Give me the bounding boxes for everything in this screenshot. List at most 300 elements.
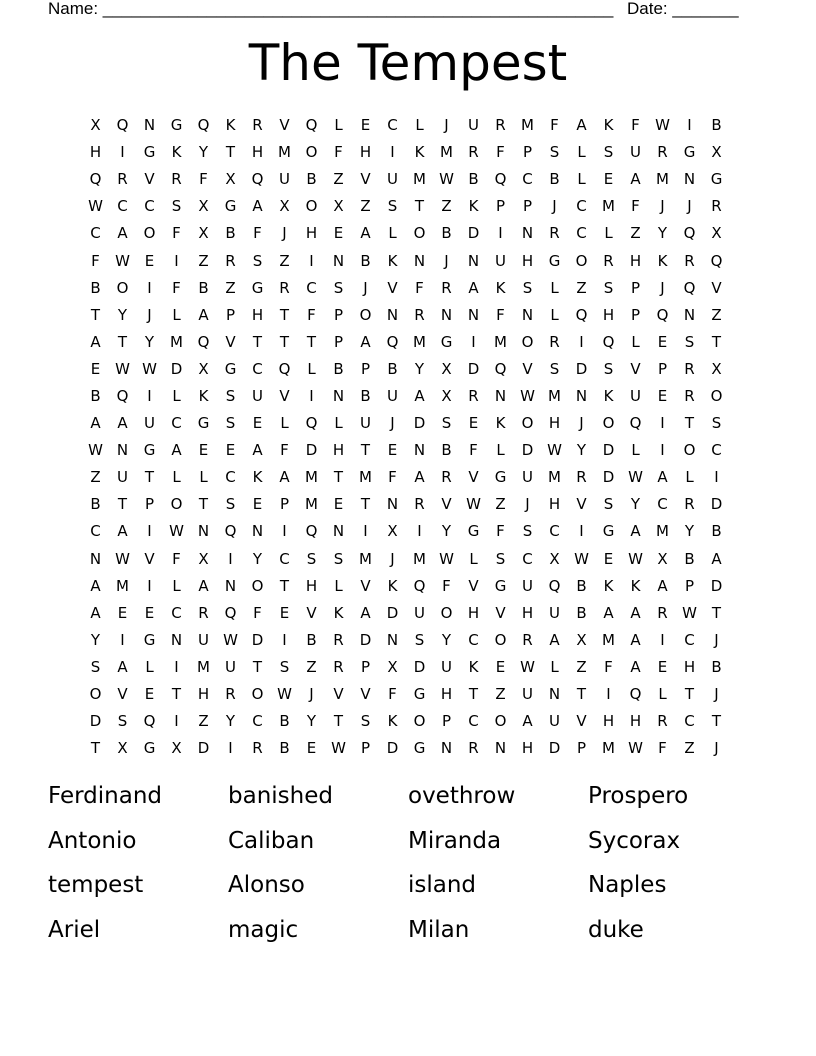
grid-letter: U: [630, 143, 641, 162]
grid-letter: G: [143, 630, 156, 649]
grid-row: [82, 600, 730, 627]
grid-letter: U: [549, 712, 560, 731]
grid-letter: V: [495, 603, 506, 622]
grid-letter: T: [117, 495, 128, 514]
grid-letter: H: [332, 441, 345, 460]
grid-letter: L: [388, 224, 397, 243]
grid-letter: J: [687, 197, 692, 216]
grid-letter: G: [143, 739, 156, 758]
grid-letter: O: [413, 224, 426, 243]
grid-row: [82, 437, 730, 464]
grid-letter: N: [683, 170, 696, 189]
grid-letter: L: [280, 414, 289, 433]
grid-letter: T: [711, 332, 722, 351]
grid-letter: E: [279, 603, 290, 622]
grid-letter: R: [333, 657, 344, 676]
grid-letter: K: [603, 116, 614, 135]
grid-letter: L: [496, 441, 505, 460]
grid-letter: L: [577, 170, 586, 189]
grid-letter: C: [711, 441, 722, 460]
grid-letter: Q: [656, 305, 669, 324]
grid-letter: Y: [198, 143, 209, 162]
grid-letter: Z: [225, 278, 236, 297]
grid-letter: R: [684, 251, 695, 270]
grid-letter: D: [413, 414, 426, 433]
grid-letter: N: [332, 251, 345, 270]
grid-letter: T: [684, 685, 695, 704]
grid-letter: Y: [225, 712, 236, 731]
grid-letter: W: [331, 739, 346, 758]
grid-letter: C: [684, 712, 695, 731]
grid-letter: Q: [683, 278, 696, 297]
grid-letter: J: [282, 224, 287, 243]
grid-letter: G: [224, 359, 237, 378]
grid-letter: A: [630, 603, 641, 622]
grid-letter: M: [602, 197, 615, 216]
grid-letter: S: [711, 414, 722, 433]
grid-letter: K: [387, 712, 398, 731]
grid-letter: H: [197, 685, 210, 704]
grid-letter: S: [360, 712, 371, 731]
grid-letter: J: [444, 116, 449, 135]
grid-letter: R: [252, 739, 263, 758]
grid-letter: G: [170, 116, 183, 135]
grid-letter: U: [117, 468, 128, 487]
grid-letter: W: [574, 549, 589, 568]
grid-row: [82, 491, 730, 518]
grid-letter: E: [657, 332, 668, 351]
grid-letter: Y: [657, 224, 668, 243]
grid-letter: M: [656, 522, 669, 541]
grid-letter: P: [360, 657, 371, 676]
grid-letter: Q: [305, 414, 318, 433]
grid-letter: A: [414, 386, 425, 405]
grid-letter: A: [90, 414, 101, 433]
grid-letter: F: [604, 657, 613, 676]
grid-letter: P: [630, 305, 641, 324]
grid-letter: G: [413, 685, 426, 704]
grid-letter: T: [306, 332, 317, 351]
grid-letter: T: [360, 495, 371, 514]
grid-letter: G: [548, 251, 561, 270]
grid-letter: B: [441, 441, 452, 460]
grid-letter: B: [711, 116, 722, 135]
grid-letter: F: [172, 549, 181, 568]
grid-letter: C: [549, 522, 560, 541]
grid-letter: Z: [495, 685, 506, 704]
grid-letter: N: [494, 739, 507, 758]
grid-letter: O: [251, 576, 264, 595]
grid-row: [82, 356, 730, 383]
grid-letter: I: [228, 549, 233, 568]
grid-letter: D: [548, 739, 561, 758]
grid-letter: K: [468, 197, 479, 216]
grid-letter: V: [306, 603, 317, 622]
grid-letter: X: [711, 359, 722, 378]
grid-letter: Y: [117, 305, 128, 324]
grid-letter: S: [306, 549, 317, 568]
grid-letter: Z: [198, 712, 209, 731]
grid-letter: Z: [279, 251, 290, 270]
grid-letter: W: [628, 468, 643, 487]
grid-letter: B: [387, 359, 398, 378]
grid-letter: P: [333, 305, 344, 324]
grid-letter: H: [602, 712, 615, 731]
grid-letter: D: [467, 359, 480, 378]
grid-letter: H: [521, 739, 534, 758]
grid-letter: L: [604, 224, 613, 243]
grid-letter: T: [360, 441, 371, 460]
grid-letter: G: [143, 143, 156, 162]
grid-letter: A: [522, 712, 533, 731]
grid-letter: M: [359, 549, 372, 568]
grid-letter: S: [549, 143, 560, 162]
grid-letter: O: [575, 251, 588, 270]
grid-letter: Z: [90, 468, 101, 487]
grid-letter: U: [360, 414, 371, 433]
grid-letter: K: [630, 576, 641, 595]
name-line: Name: ______________________________________________________: [48, 0, 614, 18]
grid-letter: B: [90, 386, 101, 405]
grid-letter: T: [711, 712, 722, 731]
grid-letter: C: [657, 495, 668, 514]
grid-letter: Q: [143, 712, 156, 731]
grid-letter: A: [117, 657, 128, 676]
grid-letter: J: [714, 685, 719, 704]
grid-letter: Z: [441, 197, 452, 216]
word-list-item: Prospero: [588, 783, 689, 809]
grid-letter: K: [495, 414, 506, 433]
grid-letter: K: [387, 576, 398, 595]
grid-letter: R: [468, 739, 479, 758]
grid-letter: A: [657, 576, 668, 595]
grid-letter: P: [684, 576, 695, 595]
grid-letter: A: [630, 657, 641, 676]
word-list-item: Ariel: [48, 916, 101, 943]
grid-letter: B: [279, 712, 290, 731]
grid-letter: N: [440, 739, 453, 758]
grid-letter: N: [494, 386, 507, 405]
grid-letter: F: [91, 251, 100, 270]
grid-letter: E: [198, 441, 209, 460]
grid-letter: R: [657, 712, 668, 731]
grid-letter: O: [602, 414, 615, 433]
word-list: [48, 778, 768, 956]
grid-letter: I: [687, 116, 692, 135]
grid-letter: F: [199, 170, 208, 189]
grid-letter: X: [198, 359, 209, 378]
grid-letter: Z: [495, 495, 506, 514]
grid-letter: Z: [576, 657, 587, 676]
grid-letter: J: [147, 305, 152, 324]
grid-letter: J: [525, 495, 530, 514]
grid-letter: I: [417, 522, 422, 541]
grid-letter: C: [252, 359, 263, 378]
grid-letter: R: [549, 224, 560, 243]
grid-letter: Q: [305, 522, 318, 541]
grid-letter: R: [495, 116, 506, 135]
word-list-item: ovethrow: [408, 783, 516, 809]
grid-letter: C: [252, 712, 263, 731]
grid-letter: U: [198, 630, 209, 649]
grid-row: [82, 302, 730, 329]
grid-letter: Y: [441, 522, 452, 541]
page-title: The Tempest: [248, 34, 568, 92]
grid-letter: Y: [414, 359, 425, 378]
grid-letter: E: [603, 170, 614, 189]
grid-letter: F: [307, 305, 316, 324]
grid-letter: S: [414, 630, 425, 649]
grid-row: [82, 654, 730, 681]
grid-letter: P: [360, 359, 371, 378]
grid-letter: V: [144, 549, 155, 568]
grid-letter: V: [576, 495, 587, 514]
grid-letter: I: [174, 712, 179, 731]
grid-letter: T: [279, 305, 290, 324]
grid-letter: O: [494, 712, 507, 731]
grid-letter: B: [576, 576, 587, 595]
grid-letter: O: [494, 630, 507, 649]
grid-letter: T: [171, 685, 182, 704]
grid-letter: U: [279, 170, 290, 189]
grid-letter: N: [170, 630, 183, 649]
grid-letter: D: [521, 441, 534, 460]
grid-letter: R: [279, 278, 290, 297]
grid-letter: F: [388, 685, 397, 704]
grid-letter: X: [441, 386, 452, 405]
grid-letter: S: [684, 332, 695, 351]
grid-letter: I: [498, 224, 503, 243]
grid-letter: I: [309, 251, 314, 270]
grid-letter: U: [387, 170, 398, 189]
grid-letter: J: [552, 197, 557, 216]
grid-letter: J: [363, 278, 368, 297]
grid-letter: G: [251, 278, 264, 297]
grid-letter: D: [359, 630, 372, 649]
grid-letter: Y: [306, 712, 317, 731]
grid-letter: A: [90, 332, 101, 351]
grid-letter: C: [576, 197, 587, 216]
grid-letter: B: [333, 359, 344, 378]
grid-letter: C: [279, 549, 290, 568]
grid-letter: A: [630, 522, 641, 541]
grid-letter: G: [494, 468, 507, 487]
grid-letter: R: [198, 603, 209, 622]
grid-letter: T: [225, 143, 236, 162]
grid-letter: X: [657, 549, 668, 568]
word-list-item: banished: [228, 783, 333, 809]
grid-letter: T: [576, 685, 587, 704]
grid-letter: W: [115, 251, 130, 270]
grid-row: [82, 166, 730, 193]
grid-letter: G: [413, 739, 426, 758]
grid-letter: L: [631, 441, 640, 460]
grid-letter: R: [414, 495, 425, 514]
grid-letter: U: [522, 685, 533, 704]
grid-letter: S: [333, 549, 344, 568]
grid-letter: G: [197, 414, 210, 433]
grid-letter: U: [630, 386, 641, 405]
grid-letter: Q: [197, 116, 210, 135]
grid-letter: F: [253, 224, 262, 243]
grid-letter: N: [224, 576, 237, 595]
grid-letter: V: [522, 359, 533, 378]
grid-letter: N: [332, 386, 345, 405]
grid-letter: R: [549, 332, 560, 351]
grid-letter: Y: [576, 441, 587, 460]
grid-letter: Q: [629, 414, 642, 433]
grid-letter: I: [147, 386, 152, 405]
grid-letter: N: [386, 305, 399, 324]
grid-letter: E: [144, 603, 155, 622]
word-list-item: Milan: [408, 916, 470, 943]
grid-letter: L: [172, 576, 181, 595]
grid-letter: W: [439, 170, 454, 189]
grid-letter: F: [631, 116, 640, 135]
grid-letter: H: [251, 305, 264, 324]
grid-letter: R: [441, 278, 452, 297]
grid-row: [82, 546, 730, 573]
grid-letter: X: [387, 522, 398, 541]
grid-letter: U: [549, 603, 560, 622]
grid-letter: M: [440, 143, 453, 162]
grid-letter: C: [522, 170, 533, 189]
grid-letter: S: [387, 197, 398, 216]
grid-letter: C: [171, 414, 182, 433]
grid-letter: R: [684, 359, 695, 378]
grid-letter: W: [655, 116, 670, 135]
grid-letter: K: [603, 576, 614, 595]
grid-letter: B: [306, 170, 317, 189]
grid-letter: M: [116, 576, 129, 595]
grid-letter: J: [390, 414, 395, 433]
grid-letter: M: [278, 143, 291, 162]
grid-letter: L: [199, 468, 208, 487]
grid-letter: Q: [548, 576, 561, 595]
grid-letter: C: [468, 712, 479, 731]
grid-letter: R: [684, 386, 695, 405]
grid-letter: L: [469, 549, 478, 568]
grid-letter: W: [88, 197, 103, 216]
grid-letter: T: [279, 576, 290, 595]
grid-letter: N: [332, 522, 345, 541]
grid-letter: F: [631, 197, 640, 216]
grid-letter: I: [579, 522, 584, 541]
grid-letter: C: [387, 116, 398, 135]
grid-letter: E: [657, 386, 668, 405]
grid-letter: H: [251, 143, 264, 162]
grid-letter: H: [548, 495, 561, 514]
grid-letter: Y: [441, 630, 452, 649]
grid-letter: K: [252, 468, 263, 487]
grid-letter: E: [387, 441, 398, 460]
grid-letter: P: [333, 332, 344, 351]
grid-letter: K: [333, 603, 344, 622]
grid-letter: N: [575, 386, 588, 405]
letter-grid: [82, 112, 730, 762]
grid-letter: O: [89, 685, 102, 704]
grid-letter: R: [711, 197, 722, 216]
grid-letter: F: [280, 441, 289, 460]
grid-letter: C: [522, 549, 533, 568]
grid-letter: O: [143, 224, 156, 243]
grid-letter: U: [414, 603, 425, 622]
grid-letter: L: [172, 468, 181, 487]
grid-row: [82, 275, 730, 302]
grid-letter: I: [579, 332, 584, 351]
grid-letter: X: [279, 197, 290, 216]
grid-row: [82, 627, 730, 654]
grid-letter: E: [144, 685, 155, 704]
grid-letter: G: [224, 197, 237, 216]
grid-letter: R: [657, 143, 668, 162]
grid-letter: Q: [116, 386, 129, 405]
grid-letter: V: [576, 712, 587, 731]
grid-letter: P: [144, 495, 155, 514]
grid-letter: A: [90, 603, 101, 622]
grid-letter: D: [710, 576, 723, 595]
grid-letter: P: [522, 143, 533, 162]
grid-letter: F: [415, 278, 424, 297]
grid-letter: G: [143, 441, 156, 460]
grid-letter: M: [656, 170, 669, 189]
grid-letter: U: [144, 414, 155, 433]
grid-letter: L: [172, 305, 181, 324]
grid-letter: I: [606, 685, 611, 704]
grid-letter: M: [548, 386, 561, 405]
grid-letter: X: [198, 549, 209, 568]
grid-letter: N: [89, 549, 102, 568]
grid-row: [82, 573, 730, 600]
grid-letter: E: [360, 116, 371, 135]
grid-letter: L: [550, 278, 559, 297]
grid-letter: S: [603, 495, 614, 514]
grid-letter: E: [468, 414, 479, 433]
grid-letter: I: [147, 576, 152, 595]
word-list-item: Sycorax: [588, 827, 681, 854]
grid-letter: R: [225, 685, 236, 704]
grid-letter: A: [630, 630, 641, 649]
grid-letter: P: [630, 278, 641, 297]
grid-letter: R: [468, 386, 479, 405]
grid-letter: W: [169, 522, 184, 541]
grid-letter: W: [115, 549, 130, 568]
grid-letter: R: [441, 468, 452, 487]
grid-letter: B: [711, 522, 722, 541]
grid-letter: B: [225, 224, 236, 243]
grid-letter: R: [468, 143, 479, 162]
grid-letter: D: [386, 739, 399, 758]
grid-letter: L: [334, 576, 343, 595]
grid-letter: E: [495, 657, 506, 676]
grid-letter: K: [414, 143, 425, 162]
grid-letter: J: [579, 414, 584, 433]
grid-letter: G: [440, 332, 453, 351]
grid-letter: J: [444, 251, 449, 270]
grid-letter: G: [494, 576, 507, 595]
grid-row: [82, 139, 730, 166]
grid-letter: A: [360, 332, 371, 351]
grid-letter: M: [305, 468, 318, 487]
grid-letter: S: [549, 359, 560, 378]
grid-letter: Q: [494, 170, 507, 189]
grid-letter: M: [602, 739, 615, 758]
grid-letter: D: [602, 441, 615, 460]
grid-letter: R: [576, 468, 587, 487]
grid-letter: T: [90, 305, 101, 324]
grid-letter: V: [711, 278, 722, 297]
grid-letter: D: [305, 441, 318, 460]
